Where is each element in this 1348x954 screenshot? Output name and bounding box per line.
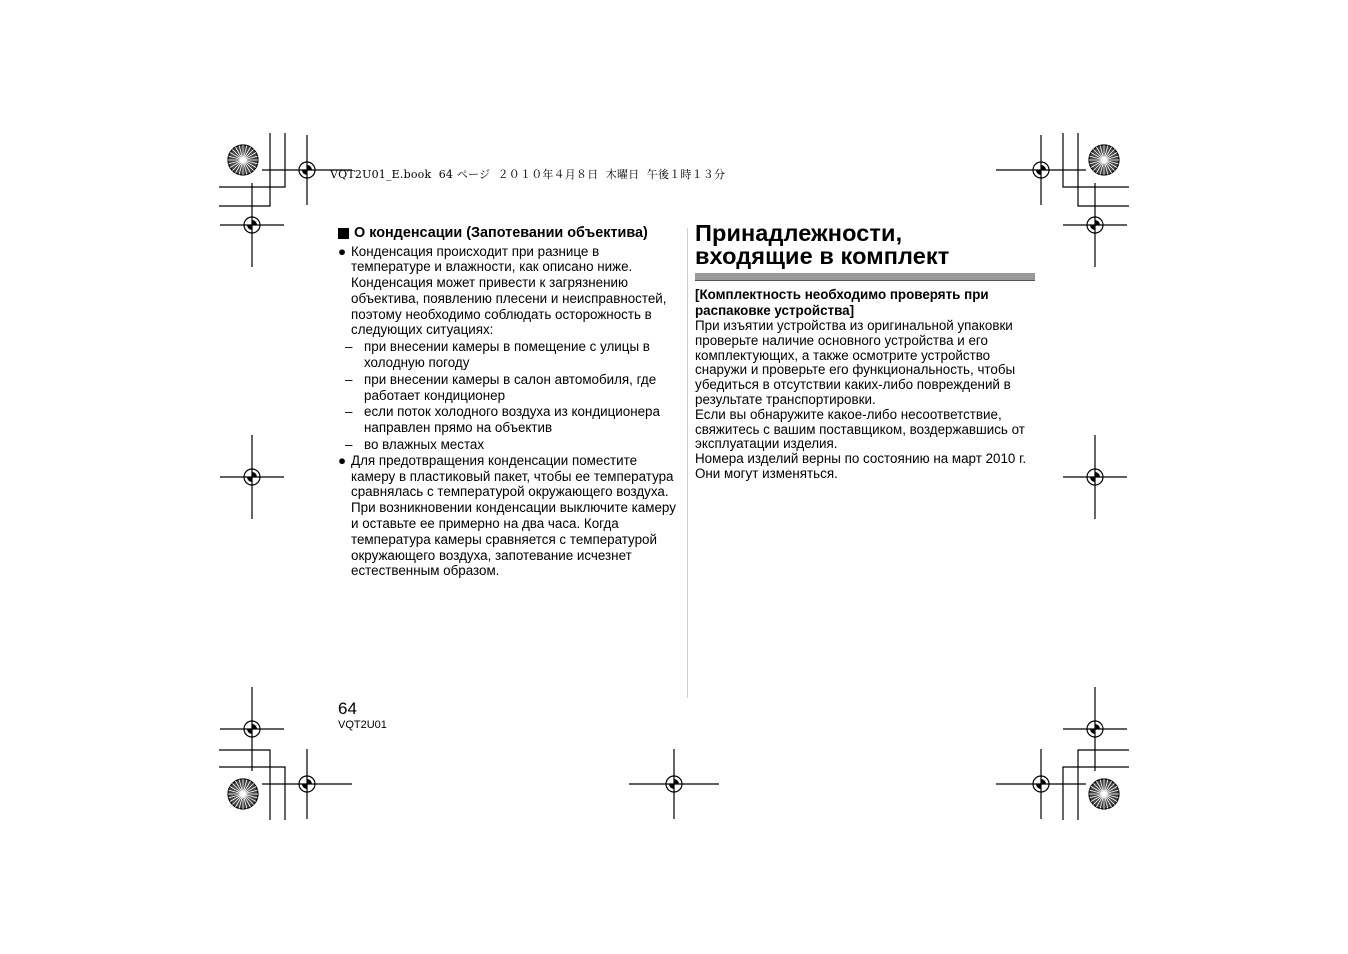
bullet-icon: ● <box>338 243 347 259</box>
crosshair-target-icon <box>996 135 1086 205</box>
paragraph: Номера изделий верны по состоянию на март 2010 г. Они могут изменяться. <box>695 451 1027 481</box>
paragraph: Если вы обнаружите какое-либо несоответствие, свяжитесь с вашим поставщиком, воздержавшись от эксплуатации изделия. <box>695 406 1025 452</box>
bullet-icon: ● <box>338 452 347 468</box>
model-code: VQT2U01 <box>338 719 387 731</box>
crosshair-target-icon <box>220 687 284 771</box>
column-divider <box>687 228 688 698</box>
condensation-heading: О конденсации (Запотевании объектива) <box>338 225 678 242</box>
crosshair-target-icon <box>1063 183 1127 267</box>
crosshair-target-icon <box>1063 687 1127 771</box>
accessories-title: Принадлежности, входящие в комплект <box>695 220 950 269</box>
page-number: 64 <box>338 699 357 718</box>
square-bullet-icon <box>338 228 349 239</box>
dash-item: – если поток холодного воздуха из кондиционера направлен прямо на объектив <box>345 404 660 436</box>
condensation-bullet-2: ● Для предотвращения конденсации поместите камеру в пластиковый пакет, чтобы ее температура сравнялась с температурой окружающего воздуха. При возникновении конденсации выключите камеру и оставьте ее примерно на два часа. Когда температура камеры сравняется с температурой окружающего воздуха, запотевание исчезнет естественным образом. <box>338 452 676 579</box>
print-header: VQT2U01_E.book 64 ページ ２０１０年４月８日 木曜日 午後１時１３分 <box>330 168 726 181</box>
registration-star-icon <box>228 779 258 809</box>
dash-item: – во влажных местах <box>345 437 485 453</box>
condensation-bullet-1: ● Конденсация происходит при разнице в температуре и влажности, как описано ниже. Конденсация может привести к загрязнению объектива, появлению плесени и неисправностей, поэтому необходимо соблюдать осторожность в следующих ситуациях: <box>338 243 667 338</box>
crosshair-target-icon <box>629 749 719 819</box>
crosshair-target-icon <box>1063 435 1127 519</box>
right-column <box>695 222 1040 482</box>
dash-item: – при внесении камеры в помещение с улицы в холодную погоду <box>345 339 650 371</box>
registration-star-icon <box>228 145 258 175</box>
crosshair-target-icon <box>262 749 352 819</box>
crosshair-target-icon <box>996 749 1086 819</box>
registration-star-icon <box>1089 779 1119 809</box>
unpacking-subheading: [Комплектность необходимо проверять при распаковке устройства] <box>695 287 989 318</box>
left-column <box>338 225 678 579</box>
crosshair-target-icon <box>220 183 284 267</box>
dash-item: – при внесении камеры в салон автомобиля, где работает кондиционер <box>345 371 657 403</box>
crosshair-target-icon <box>220 435 284 519</box>
registration-star-icon <box>1089 145 1119 175</box>
paragraph: При изъятии устройства из оригинальной упаковки проверьте наличие основного устройства и его комплектующих, а также осмотрите устройство снаружи и проверьте его функциональность, чтобы убедиться в отсутствии каких-либо повреждений в результате транспортировки. <box>695 318 1016 407</box>
title-underline-bar <box>695 273 1035 281</box>
